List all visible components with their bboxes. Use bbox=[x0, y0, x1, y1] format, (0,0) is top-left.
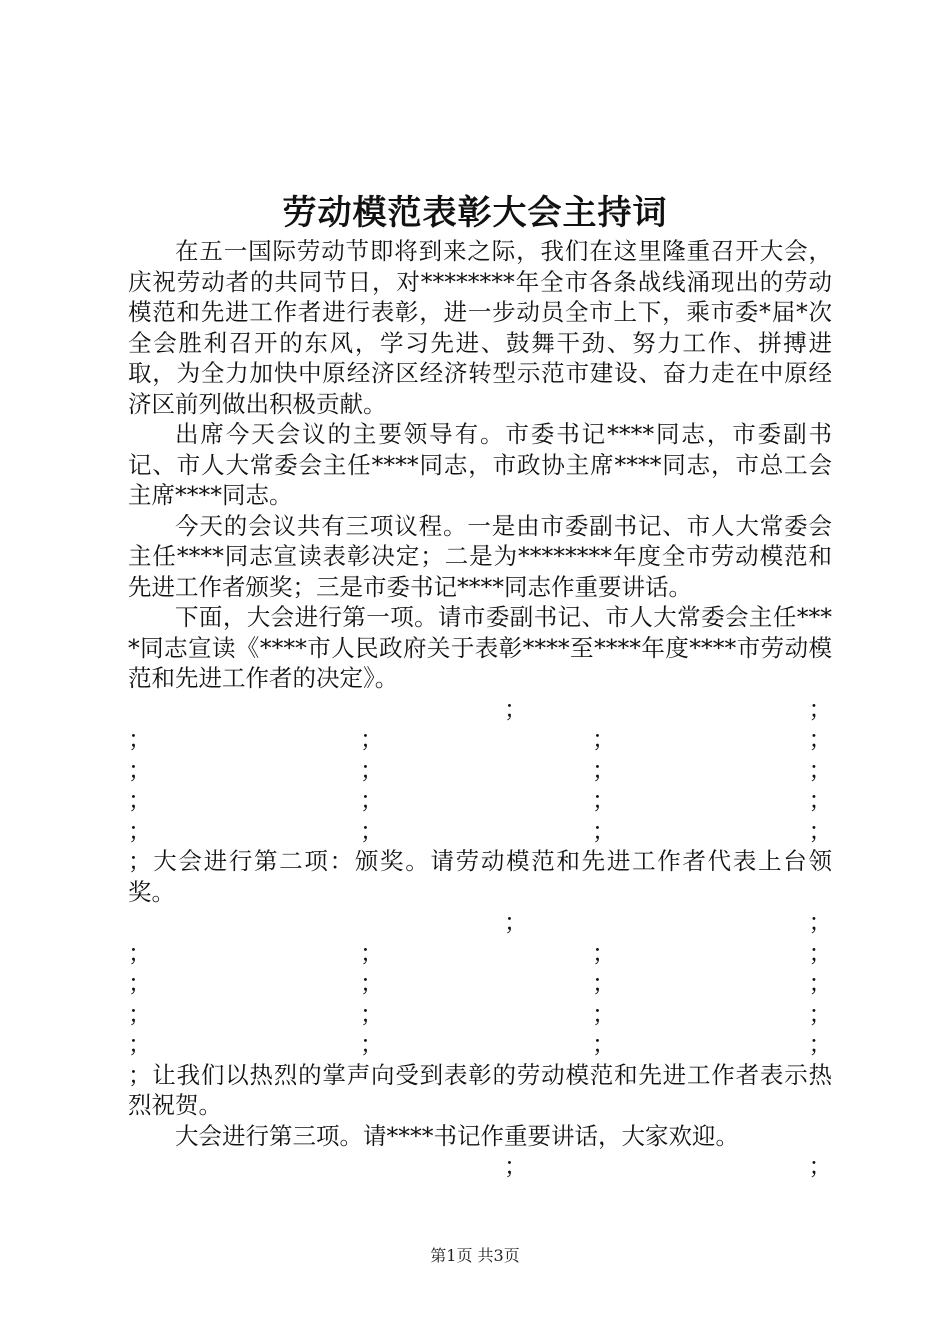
separator: ； bbox=[360, 755, 384, 784]
separator: ； bbox=[360, 786, 384, 814]
separator: ； bbox=[808, 999, 832, 1028]
separator-row bbox=[128, 755, 832, 786]
separator: ； bbox=[808, 1030, 832, 1058]
separator: ； bbox=[592, 938, 616, 967]
separator-row bbox=[128, 1151, 832, 1182]
paragraph-opening: 在五一国际劳动节即将到来之际，我们在这里隆重召开大会，庆祝劳动者的共同节日，对********年全市各条战线涌现出的劳动模范和先进工作者进行表彰，进一步动员全市上下，乘市委*届*次全会胜利召开的东风，学习先进、鼓舞干劲、努力工作、拼搏进取，为全力加快中原经济区经济转型示范市建设、奋力走在中原经济区前列做出积极贡献。 bbox=[128, 237, 832, 418]
separator: ； bbox=[592, 755, 616, 784]
separator: ； bbox=[592, 1030, 616, 1058]
separator: ； bbox=[128, 786, 152, 814]
separator: ； bbox=[808, 938, 832, 967]
separator: ； bbox=[128, 938, 152, 967]
separator: ； bbox=[592, 786, 616, 814]
separator: ； bbox=[504, 694, 528, 723]
separator-row bbox=[128, 816, 832, 847]
separator: ； bbox=[808, 816, 832, 845]
separator-row bbox=[128, 724, 832, 755]
separator: ； bbox=[360, 969, 384, 997]
separator: ； bbox=[360, 1030, 384, 1058]
paragraph-attendees: 出席今天会议的主要领导有。市委书记****同志，市委副书记、市人大常委会主任****同志，市政协主席****同志，市总工会主席****同志。 bbox=[128, 420, 832, 509]
separator: ； bbox=[808, 725, 832, 753]
separator: ； bbox=[808, 908, 832, 936]
separator: ； bbox=[360, 938, 384, 967]
paragraph-congratulate: ；让我们以热烈的掌声向受到表彰的劳动模范和先进工作者表示热烈祝贺。 bbox=[128, 1060, 832, 1119]
separator: ； bbox=[592, 999, 616, 1028]
separator: ； bbox=[128, 755, 152, 784]
separator: ； bbox=[128, 1030, 152, 1058]
separator: ； bbox=[808, 694, 832, 723]
document-title: 劳动模范表彰大会主持词 bbox=[282, 193, 668, 233]
separator: ； bbox=[128, 725, 152, 753]
paragraph-item-one: 下面，大会进行第一项。请市委副书记、市人大常委会主任****同志宣读《****市人民政府关于表彰****至****年度****市劳动模范和先进工作者的决定》。 bbox=[128, 603, 832, 692]
separator-row bbox=[128, 785, 832, 816]
paragraph-item-three: 大会进行第三项。请****书记作重要讲话，大家欢迎。 bbox=[175, 1121, 739, 1150]
separator: ； bbox=[128, 816, 152, 845]
separator: ； bbox=[360, 725, 384, 753]
separator: ； bbox=[128, 969, 152, 997]
separator: ； bbox=[128, 999, 152, 1028]
separator: ； bbox=[592, 969, 616, 997]
separator-row bbox=[128, 1029, 832, 1060]
separator: ； bbox=[360, 816, 384, 845]
separator: ； bbox=[504, 908, 528, 936]
paragraph-agenda: 今天的会议共有三项议程。一是由市委副书记、市人大常委会主任****同志宣读表彰决定；二是为********年度全市劳动模范和先进工作者颁奖；三是市委书记****同志作重要讲话。 bbox=[128, 511, 832, 601]
separator: ； bbox=[504, 1152, 528, 1180]
separator: ； bbox=[592, 725, 616, 753]
separator-row bbox=[128, 694, 832, 725]
separator-row bbox=[128, 999, 832, 1030]
separator: ； bbox=[808, 755, 832, 784]
separator-row bbox=[128, 968, 832, 999]
page-footer: 第1页 共3页 bbox=[430, 1246, 520, 1265]
separator: ； bbox=[360, 999, 384, 1028]
document-body bbox=[128, 236, 832, 1182]
paragraph-item-two: ；大会进行第二项：颁奖。请劳动模范和先进工作者代表上台领奖。 bbox=[128, 847, 832, 906]
separator: ； bbox=[808, 969, 832, 997]
separator-row bbox=[128, 938, 832, 969]
separator-row bbox=[128, 907, 832, 938]
separator: ； bbox=[592, 816, 616, 845]
separator: ； bbox=[808, 1152, 832, 1180]
separator: ； bbox=[808, 786, 832, 814]
